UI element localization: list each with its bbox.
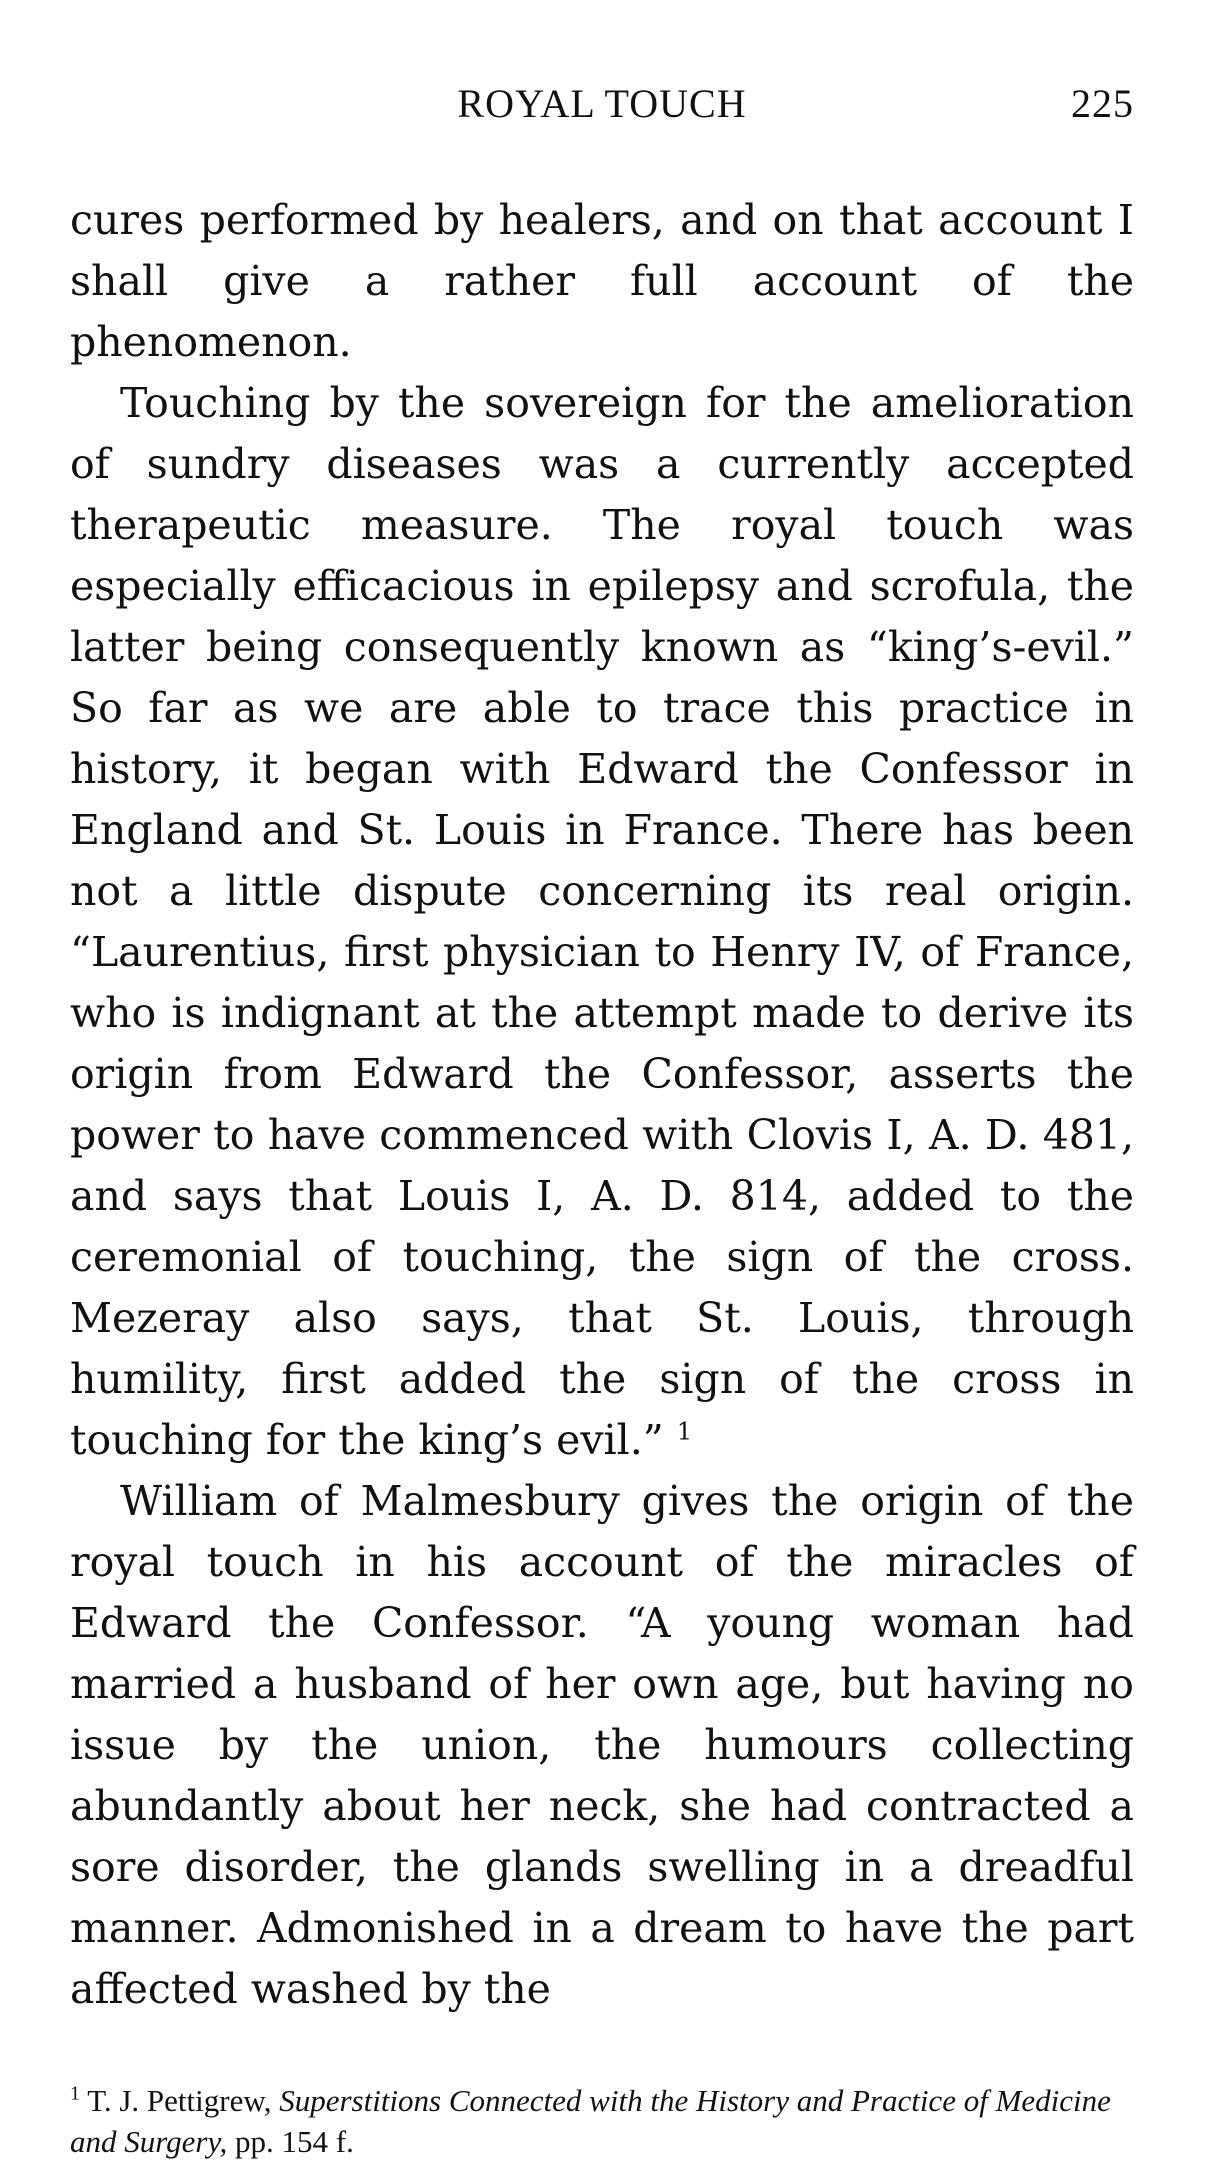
paragraph-2 — [70, 373, 1134, 1471]
footnote-pages: pp. 154 f. — [235, 2124, 354, 2159]
running-title: ROYAL TOUCH — [457, 81, 747, 126]
footnote-reference: 1 — [676, 1417, 693, 1446]
paragraph-1: cures performed by healers, and on that account I shall give a rather full account of the phenomenon. — [70, 196, 1134, 366]
footnote-author: T. J. Pettigrew, — [87, 2083, 272, 2118]
paragraph-2-text: Touching by the sovereign for the amelioration of sundry diseases was a currently accepted therapeutic measure. The royal touch was especially efficacious in epilepsy and scrofula, the latter being consequently known as “king’s-evil.” So far as we are able to trace this practice in history, it began with Edward the Confessor in England and St. Louis in France. There has been not a little dispute concerning its real origin. “Laurentius, first physician to Henry IV, of France, who is indignant at the attempt made to derive its origin from Edward the Confessor, asserts the power to have commenced with Clovis I, A. D. 481, and says that Louis I, A. D. 814, added to the ceremonial of touching, the sign of the cross. Mezeray also says, that St. Louis, through humility, first added the sign of the cross in touching for the king’s evil.” — [70, 379, 1134, 1464]
footnote — [70, 2080, 1134, 2162]
book-page — [70, 80, 1134, 2162]
page-number: 225 — [1071, 81, 1134, 126]
footnote-marker: 1 — [70, 2082, 80, 2105]
paragraph-3: William of Malmesbury gives the origin of the royal touch in his account of the miracles of Edward the Confessor. “A young woman had married a husband of her own age, but having no issue by the union, the humours collecting abundantly about her neck, she had contracted a sore disorder, the glands swelling in a dreadful manner. Admonished in a dream to have the part affected washed by the — [70, 1477, 1134, 2013]
running-header — [70, 80, 1134, 150]
body-text — [70, 190, 1134, 2020]
footnote-title: Superstitions Connected with the History and Practice of Medicine and Surgery, — [70, 2083, 1111, 2159]
